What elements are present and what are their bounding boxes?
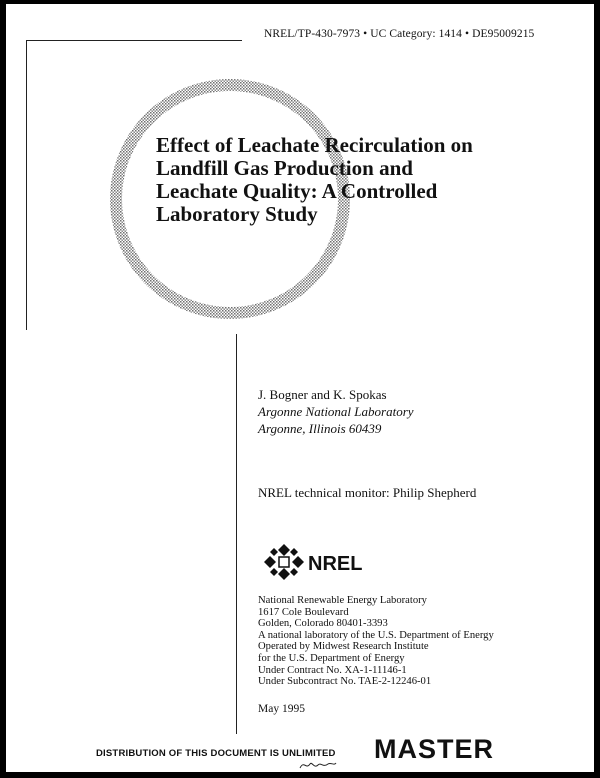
nrel-sun-icon	[264, 544, 304, 580]
address-line: Golden, Colorado 80401-3393	[258, 618, 388, 630]
frame-line-left	[26, 40, 27, 330]
address-line: 1617 Cole Boulevard	[258, 606, 349, 618]
frame-line-vertical	[236, 334, 237, 734]
title-line: Landfill Gas Production and	[156, 156, 413, 180]
document-page	[6, 4, 594, 772]
title-line: Effect of Leachate Recirculation on	[156, 133, 473, 157]
address-line: for the U.S. Department of Energy	[258, 652, 405, 664]
nrel-logo-text: NREL	[308, 553, 363, 575]
handwritten-initials	[298, 758, 338, 772]
master-stamp: MASTER	[374, 734, 494, 764]
title-line: Leachate Quality: A Controlled	[156, 179, 438, 203]
author-location: Argonne, Illinois 60439	[258, 421, 382, 436]
address-line: Operated by Midwest Research Institute	[258, 641, 429, 653]
author-affiliation: Argonne National Laboratory	[258, 404, 414, 419]
address-line: Under Subcontract No. TAE-2-12246-01	[258, 676, 432, 688]
nrel-logo	[262, 540, 382, 584]
publication-date: May 1995	[258, 703, 305, 715]
address-line: Under Contract No. XA-1-11146-1	[258, 664, 407, 676]
author-block	[258, 386, 414, 437]
title-line: Laboratory Study	[156, 202, 318, 226]
report-number: NREL/TP-430-7973 • UC Category: 1414 • DE95009215	[264, 28, 535, 40]
technical-monitor: NREL technical monitor: Philip Shepherd	[258, 485, 477, 500]
frame-line-top	[26, 40, 242, 41]
document-title	[156, 134, 556, 226]
address-line: A national laboratory of the U.S. Department of Energy	[258, 629, 494, 641]
address-line: National Renewable Energy Laboratory	[258, 595, 427, 606]
distribution-statement: DISTRIBUTION OF THIS DOCUMENT IS UNLIMITED	[96, 748, 336, 759]
address-block	[258, 595, 494, 688]
author-names: J. Bogner and K. Spokas	[258, 387, 387, 402]
